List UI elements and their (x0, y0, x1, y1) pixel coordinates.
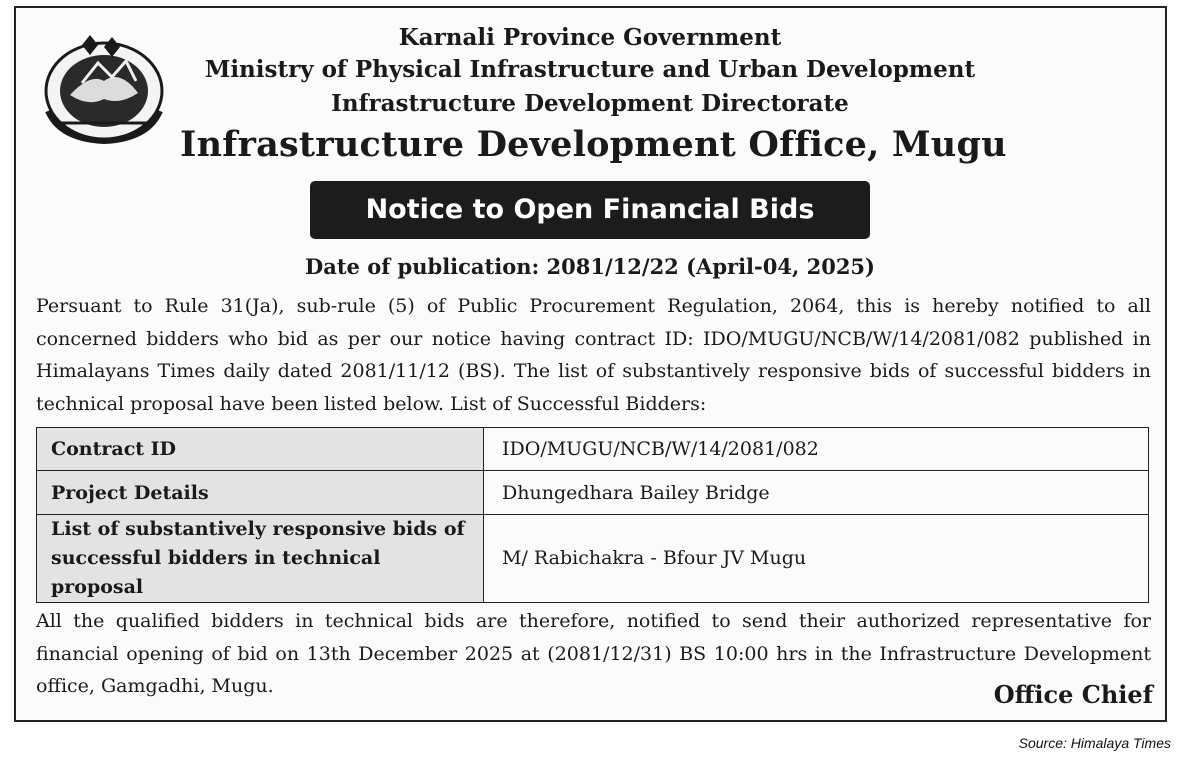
table-row (37, 428, 1149, 471)
ministry-title: Ministry of Physical Infrastructure and Urban Development (204, 56, 976, 83)
notice-title-banner: Notice to Open Financial Bids (310, 181, 870, 239)
responsive-bidders-label: List of substantively responsive bids of successful bidders in technical proposal (37, 515, 484, 603)
nepal-emblem-icon (40, 33, 168, 145)
contract-id-value: IDO/MUGU/NCB/W/14/2081/082 (484, 428, 1149, 471)
project-details-value: Dhungedhara Bailey Bridge (484, 471, 1149, 515)
province-title: Karnali Province Government (398, 24, 782, 51)
directorate-title: Infrastructure Development Directorate (331, 90, 849, 117)
closing-paragraph: All the qualified bidders in technical bids are therefore, notified to send their authorized representative for financial opening of bid on 13th December 2025 at (2081/12/31) BS 10:00 hrs in the Infrastructure Development office, Gamgadhi, Mugu. (36, 610, 1151, 697)
signatory: Office Chief (993, 680, 1153, 709)
project-details-label: Project Details (37, 471, 484, 515)
contract-id-label: Contract ID (37, 428, 484, 471)
successful-bidders-table (36, 427, 1149, 603)
source-credit: Source: Himalaya Times (1018, 735, 1171, 751)
table-row (37, 515, 1149, 603)
responsive-bidders-value: M/ Rabichakra - Bfour JV Mugu (484, 515, 1149, 603)
table-row (37, 471, 1149, 515)
office-title: Infrastructure Development Office, Mugu (180, 124, 1007, 165)
intro-paragraph: Persuant to Rule 31(Ja), sub-rule (5) of Public Procurement Regulation, 2064, this is hereby notified to all concerned bidders who bid as per our notice having contract ID: IDO/MUGU/NCB/W/14/2081/082 published in Himalayans Times daily dated 2081/11/12 (BS). The list of substantively responsive bids of successful bidders in technical proposal have been listed below. List of Successful Bidders: (36, 295, 1151, 415)
publication-date: Date of publication: 2081/12/22 (April-04, 2025) (305, 254, 875, 279)
